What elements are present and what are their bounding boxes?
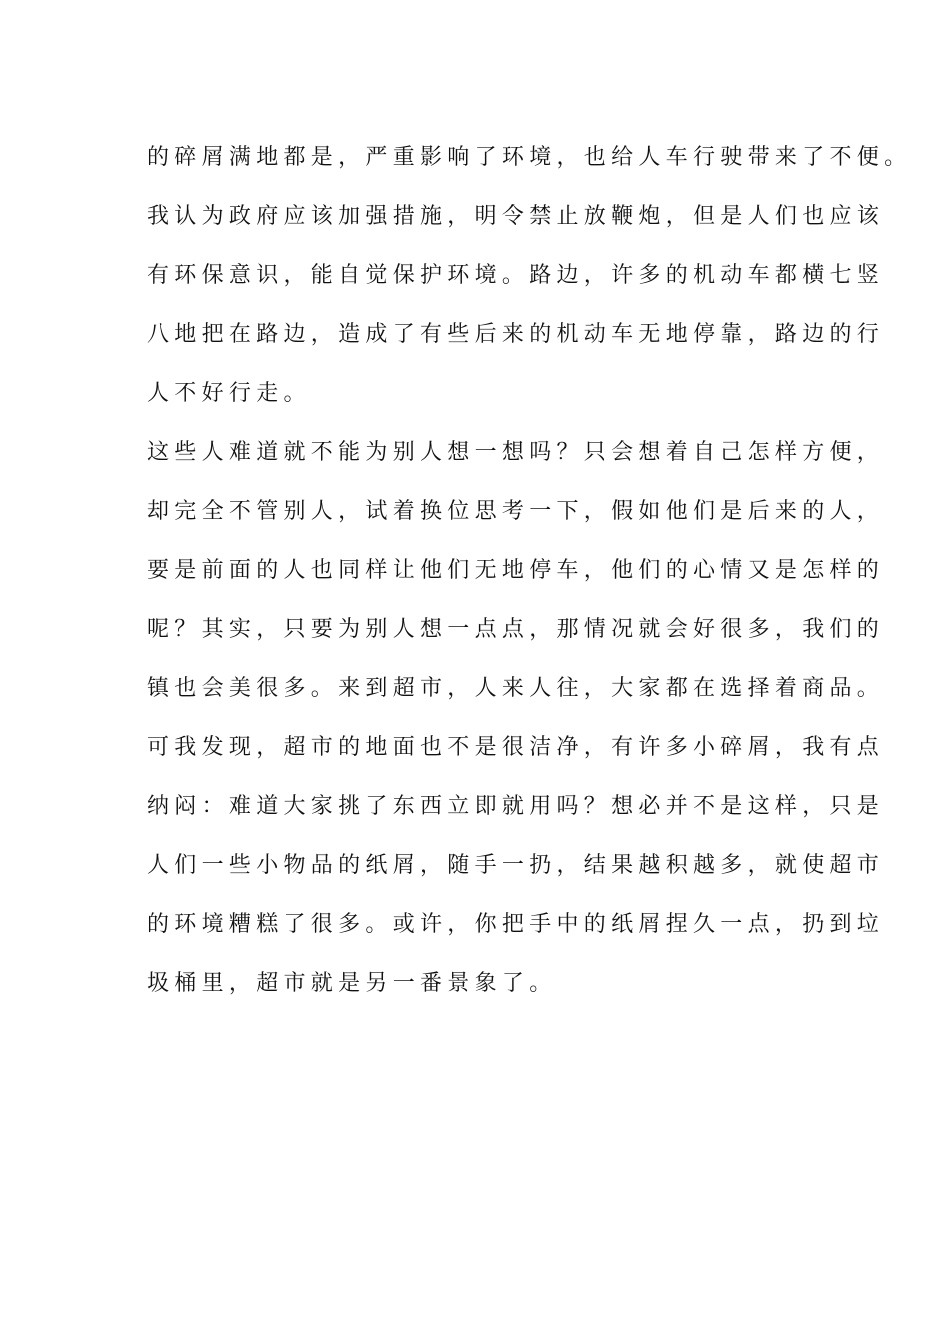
text-line: 呢？其实，只要为别人想一点点，那情况就会好很多，我们的 <box>147 617 885 642</box>
text-line: 有环保意识，能自觉保护环境。路边，许多的机动车都横七竖 <box>147 263 885 288</box>
text-line: 我认为政府应该加强措施，明令禁止放鞭炮，但是人们也应该 <box>147 204 885 229</box>
text-line: 的环境糟糕了很多。或许，你把手中的纸屑捏久一点，扔到垃 <box>147 912 885 937</box>
text-line: 的碎屑满地都是，严重影响了环境，也给人车行驶带来了不便。 <box>147 145 912 170</box>
text-line: 要是前面的人也同样让他们无地停车，他们的心情又是怎样的 <box>147 558 885 583</box>
text-line: 圾桶里，超市就是另一番景象了。 <box>147 971 557 996</box>
text-line: 这些人难道就不能为别人想一想吗？只会想着自己怎样方便， <box>147 440 885 465</box>
body-text <box>147 128 912 1013</box>
text-line: 八地把在路边，造成了有些后来的机动车无地停靠，路边的行 <box>147 322 885 347</box>
text-line: 镇也会美很多。来到超市，人来人往，大家都在选择着商品。 <box>147 676 885 701</box>
text-line: 人不好行走。 <box>147 381 311 406</box>
text-line: 却完全不管别人，试着换位思考一下，假如他们是后来的人， <box>147 499 885 524</box>
text-line: 可我发现，超市的地面也不是很洁净，有许多小碎屑，我有点 <box>147 735 885 760</box>
text-line: 人们一些小物品的纸屑，随手一扔，结果越积越多，就使超市 <box>147 853 885 878</box>
text-line: 纳闷：难道大家挑了东西立即就用吗？想必并不是这样，只是 <box>147 794 885 819</box>
